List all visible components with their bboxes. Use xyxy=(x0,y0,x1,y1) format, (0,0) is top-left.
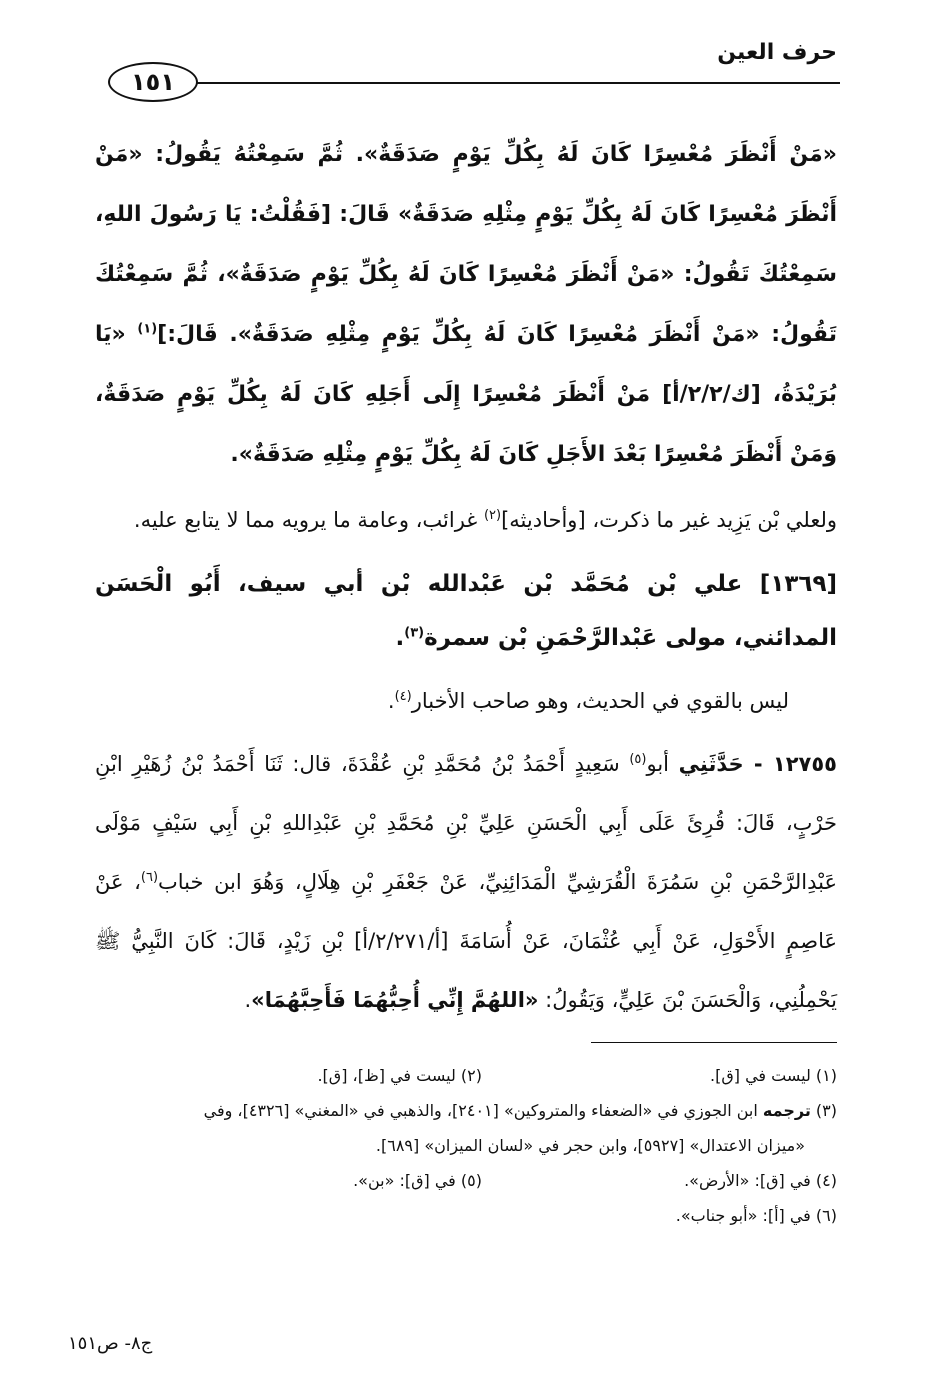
footnote-row xyxy=(95,1163,837,1198)
hadith-paragraph xyxy=(95,125,837,485)
page-number-oval xyxy=(108,62,198,102)
footnote-ref-2: (٢) xyxy=(483,508,502,523)
main-text xyxy=(95,125,837,1030)
section-title: حرف العين xyxy=(717,40,837,65)
narration-keyword: حَدَّثَنِي xyxy=(678,752,744,776)
header-rule xyxy=(195,82,840,84)
assessment-text: ليس بالقوي في الحديث، وهو صاحب الأخبار xyxy=(411,689,789,713)
narration-number: ١٢٧٥٥ - xyxy=(743,752,837,776)
footnotes xyxy=(95,1058,837,1233)
narration-text-b: سَعِيدٍ أَحْمَدُ بْنُ مُحَمَّدِ بْنِ عُقْدَةَ، قال: ثَنَا أَحْمَدُ بْنُ زُهَيْرِ ابْنِ حَرْبٍ، قَالَ: قُرِئَ عَلَى أَبِي الْحَسَنِ عَلِيِّ بْنِ مُحَمَّدِ بْنِ عَبْدِاللهِ بْنِ أَبِي سَيْفٍ مَوْلَى عَبْدِالرَّحْمَنِ بْنِ سَمُرَةَ الْقُرَشِيِّ الْمَدَائِنِيِّ، عَنْ جَعْفَرِ بْنِ هِلَالٍ، وَهُوَ ابن خباب xyxy=(95,752,837,894)
entry-title: [١٣٦٩] علي بْن مُحَمَّد بْن عَبْدالله بْن أبي سيف، أَبُو الْحَسَن المدائني، مولى عَبْدالرَّحْمَنِ بْن سمرة xyxy=(95,571,837,651)
assessment-end: . xyxy=(387,689,395,713)
entry-title-end: . xyxy=(395,625,405,651)
footnote-ref-3: (٣) xyxy=(404,625,425,641)
footnote-3-text: ابن الجوزي في «الضعفاء والمتروكين» [٢٤٠١]، والذهبي في «المغني» [٤٣٢٦]، وفي xyxy=(203,1101,763,1120)
commentary-text-cont: غرائب، وعامة ما يرويه مما لا يتابع عليه. xyxy=(133,508,484,532)
commentary-paragraph xyxy=(95,491,837,549)
footnote-ref-5: (٥) xyxy=(629,752,647,767)
page-number: ١٥١ xyxy=(131,68,175,96)
footnote-row xyxy=(95,1058,837,1093)
footnote-3-keyword: ترجمه xyxy=(762,1101,811,1120)
footnote-separator xyxy=(591,1042,837,1043)
footnote-3 xyxy=(95,1093,837,1128)
narration-text-a: أبو xyxy=(646,752,679,776)
hadith-text-cont: «يَا بُرَيْدَةُ، [ك/٢/٢/أ] مَنْ أَنْظَرَ مُعْسِرًا إِلَى أَجَلِهِ كَانَ لَهُ بِكُلِّ يَوْمٍ صَدَقَةٌ، وَمَنْ أَنْظَرَ مُعْسِرًا بَعْدَ الأَجَلِ كَانَ لَهُ بِكُلِّ يَوْمٍ مِثْلِهِ صَدَقَةٌ». xyxy=(95,322,837,467)
entry-assessment xyxy=(95,673,837,729)
volume-page-reference: ج٨- ص١٥١ xyxy=(68,1333,153,1354)
narration-end: . xyxy=(244,988,252,1012)
footnote-3-continuation: «ميزان الاعتدال» [٥٩٢٧]، وابن حجر في «لسان الميزان» [٦٨٩]. xyxy=(375,1136,805,1155)
footnote-3-number: (٣) xyxy=(810,1101,837,1120)
commentary-text: ولعلي بْن يَزِيد غير ما ذكرت، [وأحاديثه] xyxy=(501,508,837,532)
entry-heading xyxy=(95,557,837,665)
hadith-text: «مَنْ أَنْظَرَ مُعْسِرًا كَانَ لَهُ بِكُلِّ يَوْمٍ صَدَقَةٌ». ثُمَّ سَمِعْتُهُ يَقُولُ: «مَنْ أَنْظَرَ مُعْسِرًا كَانَ لَهُ بِكُلِّ يَوْمٍ مِثْلِهِ صَدَقَةٌ» قَالَ: [فَقُلْتُ: يَا رَسُولَ اللهِ، سَمِعْتُكَ تَقُولُ: «مَنْ أَنْظَرَ مُعْسِرًا كَانَ لَهُ بِكُلِّ يَوْمٍ صَدَقَةٌ»، ثُمَّ سَمِعْتُكَ تَقُولُ: «مَنْ أَنْظَرَ مُعْسِرًا كَانَ لَهُ بِكُلِّ يَوْمٍ مِثْلِهِ صَدَقَةٌ». قَالَ:] xyxy=(95,142,837,347)
narration-paragraph xyxy=(95,735,837,1030)
footnote-6: (٦) في [أ]: «أبو جناب». xyxy=(675,1206,837,1225)
footnote-5: (٥) في [ق]: «بن». xyxy=(353,1171,482,1190)
narration-text-c: ، عَنْ عَاصِمٍ الأَحْوَلِ، عَنْ أَبِي عُثْمَانَ، عَنْ أُسَامَةَ [أ/٢/٢٧١/أ] بْنِ زَيْدٍ، قَالَ: كَانَ النَّبِيُّ ﷺ يَحْمِلُنِي، وَالْحَسَنَ بْنَ عَلِيٍّ، وَيَقُولُ: xyxy=(95,870,838,1012)
narration-quote: «اللهُمَّ إِنِّي أُحِبُّهُمَا فَأَحِبَّهُمَا» xyxy=(251,988,539,1012)
footnote-1: (١) ليست في [ق]. xyxy=(710,1066,837,1085)
footnote-ref-6: (٦) xyxy=(140,870,159,885)
footnote-ref-1: (١) xyxy=(137,321,158,337)
footnote-ref-4: (٤) xyxy=(394,689,412,704)
footnote-2: (٢) ليست في [ظ]، [ق]. xyxy=(317,1066,482,1085)
footnote-4: (٤) في [ق]: «الأرض». xyxy=(684,1171,837,1190)
